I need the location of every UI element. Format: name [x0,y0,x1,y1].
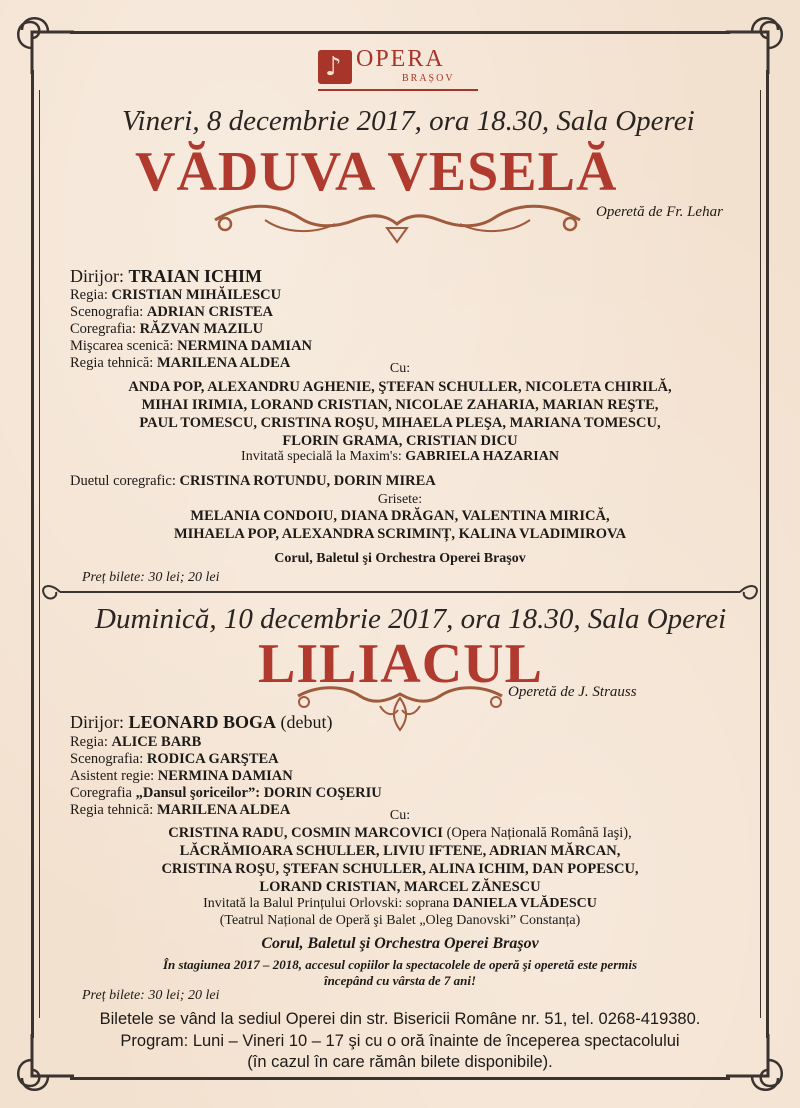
credit-line [70,321,263,338]
show1-duet [70,473,436,490]
guest-name: GABRIELA HAZARIAN [405,449,559,464]
credit-role: Scenografia: [70,304,147,320]
credit-name: MARILENA ALDEA [156,355,291,371]
credit-role: Regia tehnică: [70,802,157,818]
credit-name: RĂZVAN MAZILU [139,321,264,337]
credit-role: Coregrafia [70,785,136,801]
credit-line [70,734,201,751]
credit-name: „Dansul şoriceilor”: DORIN COŞERIU [135,785,382,801]
credit-line [70,751,279,768]
section-divider [40,578,760,606]
credit-role: Scenografia: [70,751,147,767]
show1-price: Preț bilete: 30 lei; 20 lei [82,570,220,585]
show1-cast-label: Cu: [389,361,411,376]
notice-line: În stagiunea 2017 – 2018, accesul copiilor la spectacolele de operă şi operetă este permis [162,957,638,972]
show2-cast-label: Cu: [389,808,411,823]
show2-date: Duminică, 10 decembrie 2017, ora 18.30, Sala Operei [95,603,727,635]
show2-guest-note: (Teatrul Național de Operă şi Balet „Oleg Danovski” Constanța) [219,913,581,928]
credit-name: NERMINA DAMIAN [157,768,293,784]
logo-city: BRAȘOV [402,73,455,84]
show1-grisete-line: MIHAELA POP, ALEXANDRA SCRIMINȚ, KALINA VLADIMIROVA [173,526,627,542]
show2-genre: Operetă de J. Strauss [508,684,637,700]
show1-cast-line: PAUL TOMESCU, CRISTINA ROŞU, MIHAELA PLEŞA, MARIANA TOMESCU, [139,415,661,431]
credit-line [70,304,273,321]
frame-top-line [70,31,730,34]
guest-role: Invitată specială la Maxim's: [241,449,406,464]
show2-price: Preț bilete: 30 lei; 20 lei [82,988,220,1003]
cast-names: CRISTINA RADU, COSMIN MARCOVICI [168,825,443,841]
credit-role: Mişcarea scenică: [70,338,178,354]
credit-line [70,338,312,355]
logo-name: OPERA [356,46,445,72]
show2-cast-line [0,825,800,842]
credit-line [70,768,293,785]
show1-grisete-label: Grisete: [377,492,423,507]
credit-name: ALICE BARB [111,734,202,750]
credit-line [70,785,382,802]
show1-date: Vineri, 8 decembrie 2017, ora 18.30, Sala Operei [122,105,695,137]
guest-role: Invitată la Balul Prințului Orlovski: soprana [203,896,453,911]
show1-cast-line: FLORIN GRAMA, CRISTIAN DICU [282,433,518,449]
show1-ensemble: Corul, Baletul şi Orchestra Operei Braşov [274,551,526,566]
show1-cast-line: MIHAI IRIMIA, LORAND CRISTIAN, NICOLAE ZAHARIA, MARIAN REŞTE, [141,397,659,413]
show2-conductor [70,712,333,733]
credit-role: Regia tehnică: [70,355,157,371]
logo-mark-icon: ♪ [318,50,352,84]
duet-name: CRISTINA ROTUNDU, DORIN MIREA [179,473,436,489]
guest-name: DANIELA VLĂDESCU [452,896,597,911]
credit-name: MARILENA ALDEA [156,802,291,818]
credit-line [70,266,262,287]
footer-line: (în cazul în care rămân bilete disponibile). [247,1053,553,1071]
show2-cast-line: LORAND CRISTIAN, MARCEL ZĂNESCU [259,879,541,895]
logo-underline [318,89,478,91]
duet-role: Duetul coregrafic: [70,473,180,489]
corner-ornament-top-left [8,8,78,78]
show1-title: VĂDUVA VESELĂ [135,141,618,203]
credit-role: Dirijor: [70,266,129,286]
credit-name: CRISTIAN MIHĂILESCU [111,287,282,303]
cast-note: (Opera Națională Română Iaşi), [442,825,632,841]
show2-cast-line: CRISTINA ROŞU, ŞTEFAN SCHULLER, ALINA ICHIM, DAN POPESCU, [161,861,639,877]
notice-line: începând cu vârsta de 7 ani! [323,973,477,988]
credit-name: TRAIAN ICHIM [128,266,263,286]
show2-ensemble: Corul, Baletul şi Orchestra Operei Braşov [261,935,539,952]
footer-line: Program: Luni – Vineri 10 – 17 şi cu o oră înainte de începerea spectacolului [120,1032,680,1050]
show1-flourish-ornament [205,198,590,248]
corner-ornament-top-right [722,8,792,78]
credit-name: ADRIAN CRISTEA [146,304,273,320]
show1-genre: Operetă de Fr. Lehar [596,204,723,220]
show2-cast-line: LĂCRĂMIOARA SCHULLER, LIVIU IFTENE, ADRIAN MĂRCAN, [179,843,621,859]
credit-role: Regia: [70,734,112,750]
credit-role: Coregrafia: [70,321,140,337]
show1-cast-line: ANDA POP, ALEXANDRU AGHENIE, ŞTEFAN SCHULLER, NICOLETA CHIRILĂ, [128,379,672,395]
credit-role: Asistent regie: [70,768,158,784]
footer-line: Biletele se vând la sediul Operei din str. Bisericii Române nr. 51, tel. 0268-419380. [99,1010,701,1028]
credit-line [70,287,281,304]
frame-bottom-line [70,1077,730,1080]
credit-name: NERMINA DAMIAN [177,338,313,354]
credit-role: Dirijor: [70,712,129,732]
credit-name: RODICA GARŞTEA [146,751,279,767]
credit-name: LEONARD BOGA [128,712,277,732]
credit-note: (debut) [276,712,333,732]
opera-brasov-logo [318,46,478,94]
show2-title: LILIACUL [258,633,543,695]
credit-role: Regia: [70,287,112,303]
show1-grisete-line: MELANIA CONDOIU, DIANA DRĂGAN, VALENTINA MIRICĂ, [190,508,610,524]
show2-guest [0,896,800,912]
show1-guest [0,449,800,465]
